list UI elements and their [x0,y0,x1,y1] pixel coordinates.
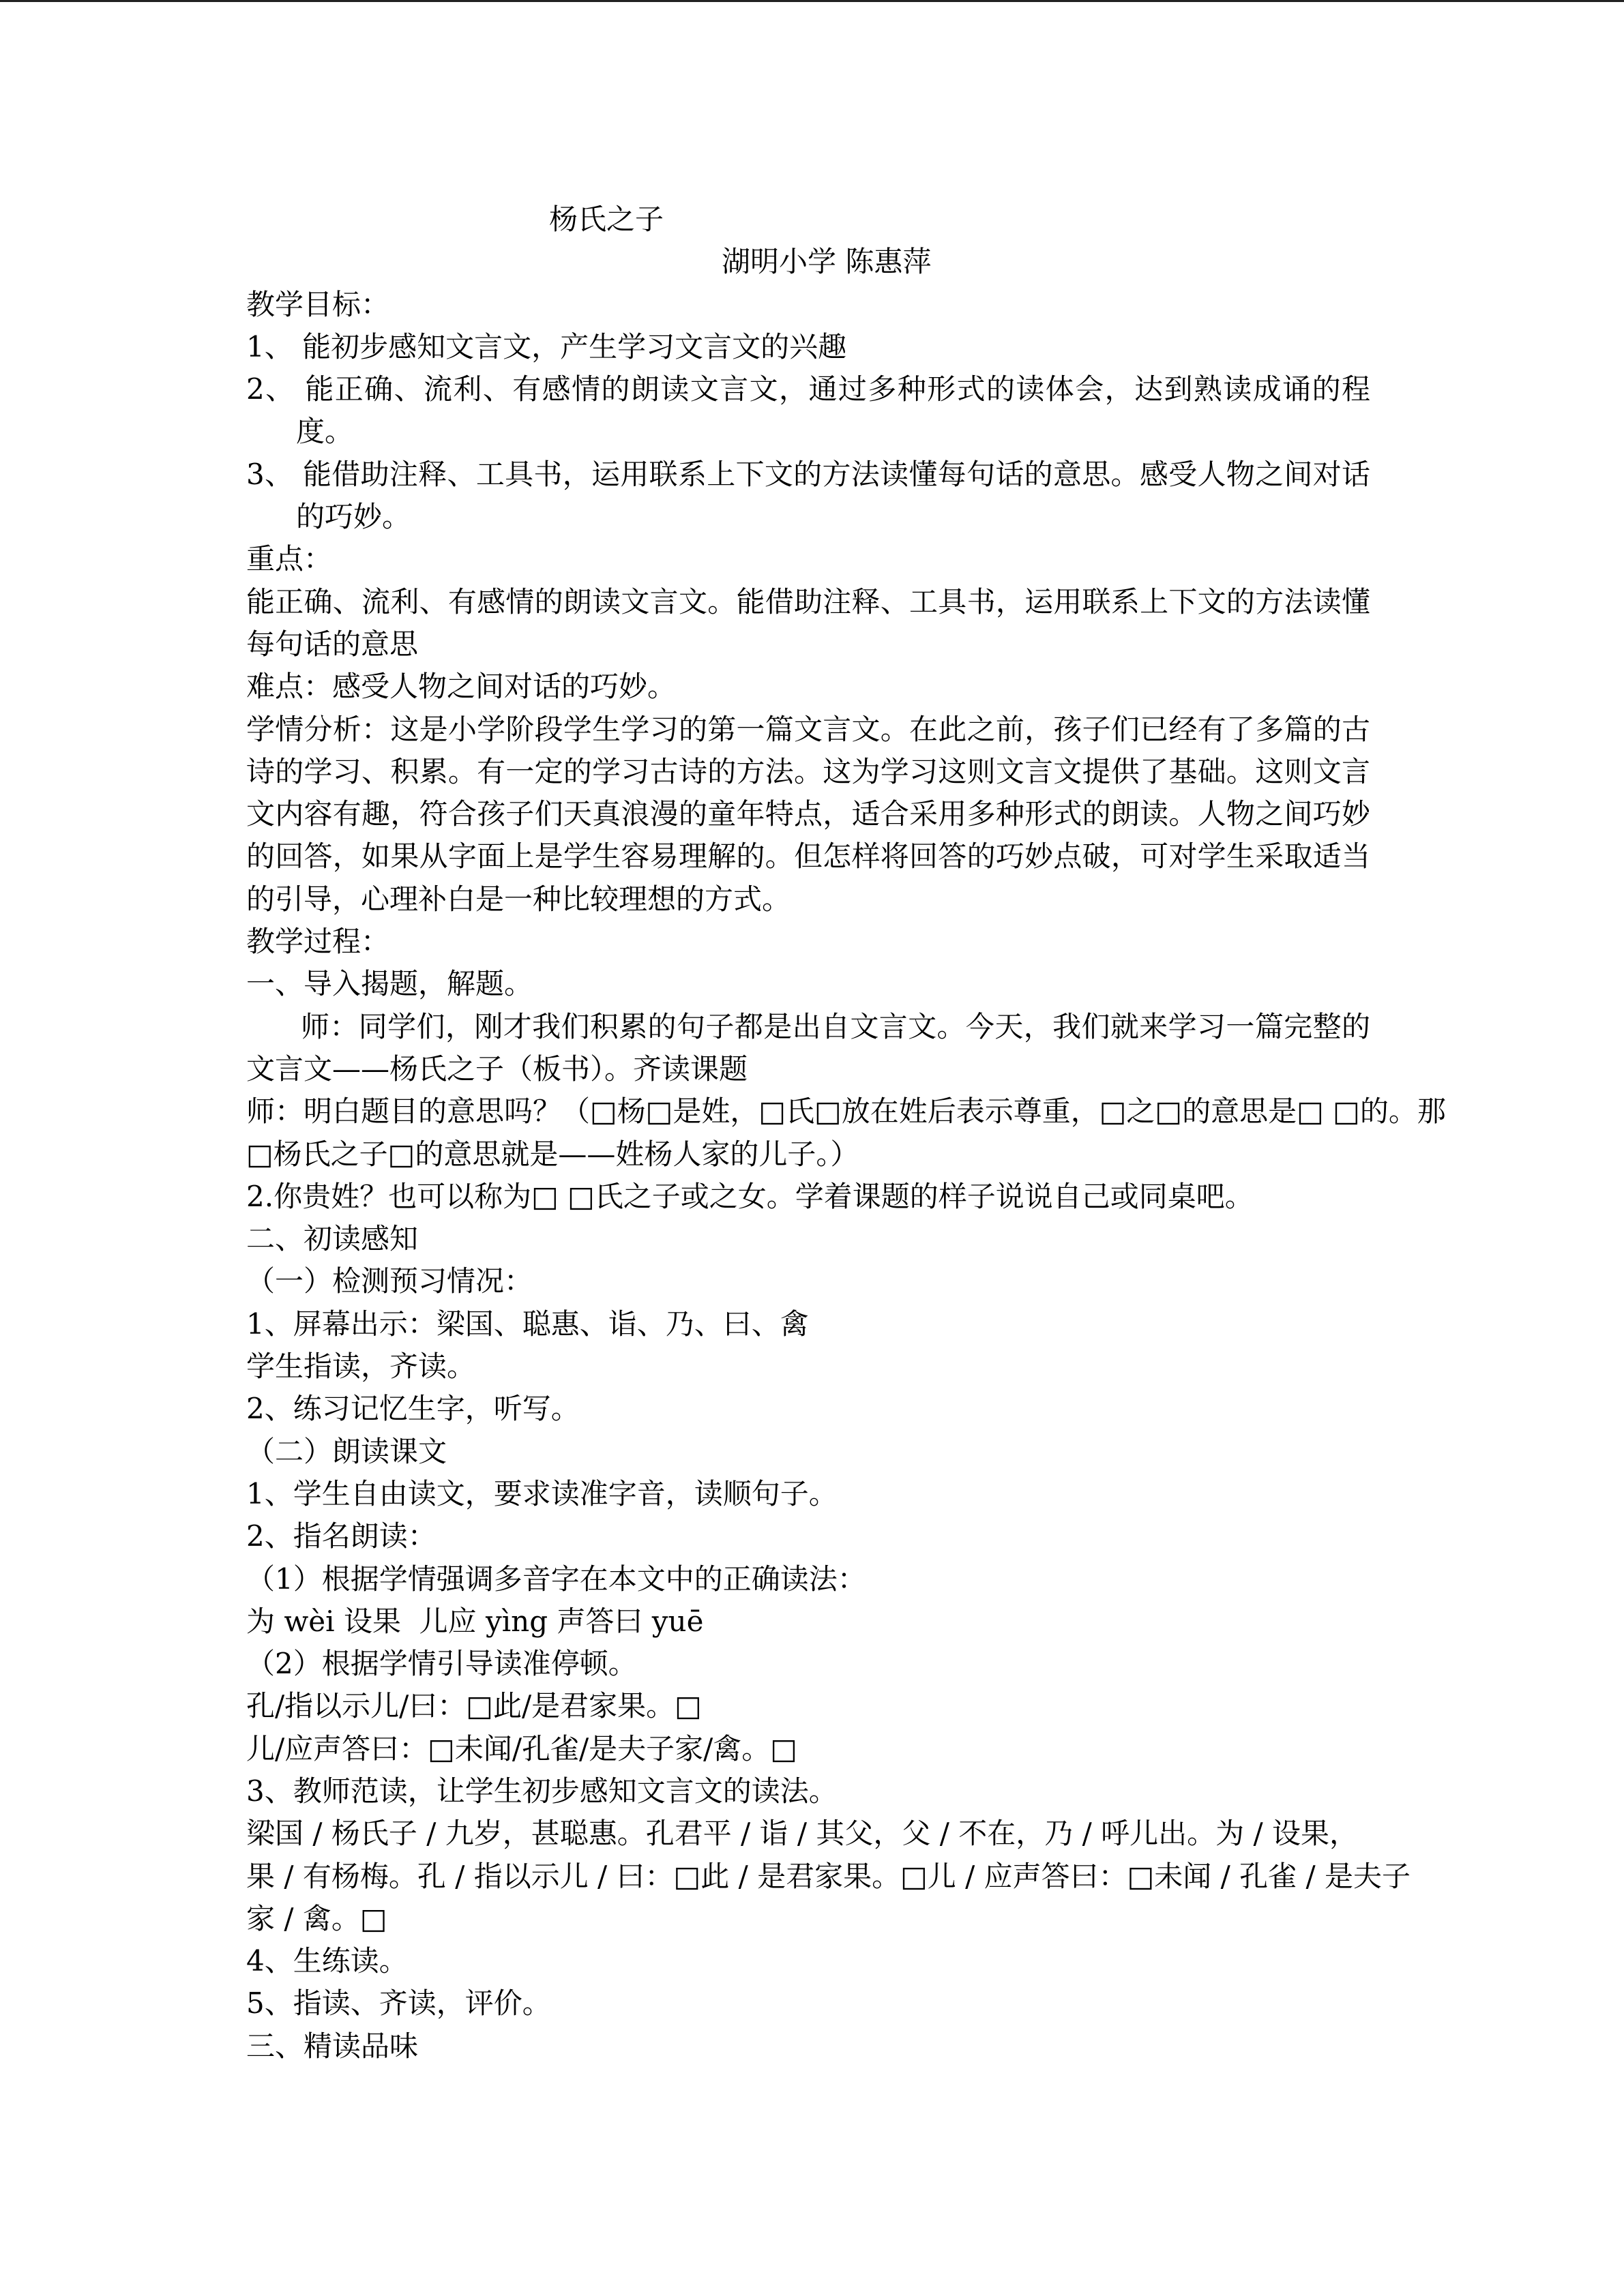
text-line: （二）朗读课文 [246,1434,447,1468]
text-line: 4、生练读。 [246,1944,408,1978]
text-line: 为 wèi 设果 儿应 yìng 声答曰 yuē [246,1604,704,1638]
step-teacher-model-reading [246,1770,1370,1813]
step-screen-display [246,1303,1370,1345]
subsection-text-reading [246,1431,1370,1473]
text-line: 1、屏幕出示：梁国、聪惠、诣、乃、曰、禽 [246,1307,809,1341]
objective-item-1 [246,326,1370,368]
text-line: 一、导入揭题，解题。 [246,967,533,1001]
text-line: （一）检测预习情况： [246,1264,533,1298]
objectives-heading [246,284,1370,326]
text-line: 三、精读品味 [246,2029,419,2063]
section-2-heading [246,1218,1370,1260]
text-line: （1）根据学情强调多音字在本文中的正确读法： [246,1562,866,1596]
sub-step-polyphones [246,1558,1370,1600]
text-line: 师：同学们，刚才我们积累的句子都是出自文言文。今天，我们就来学习一篇完整的 [301,1009,1370,1043]
text-line: 儿/应声答曰：□未闻/孔雀/是夫子家/禽。□ [246,1731,797,1765]
step-evaluation [246,1982,1370,2025]
surname-activity [246,1176,1370,1218]
text-line: 1、 能初步感知文言文，产生学习文言文的兴趣 [246,329,847,363]
step-named-reading [246,1515,1370,1557]
text-line: 文内容有趣，符合孩子们天真浪漫的童年特点，适合采用多种形式的朗读。人物之间巧妙 [246,797,1370,831]
teacher-question [246,1090,1446,1176]
step-student-reading [246,1345,1370,1388]
learning-analysis [246,709,1370,921]
text-line: 学生指读，齐读。 [246,1350,476,1384]
document-author: 湖明小学 陈惠萍 [722,245,932,279]
text-line: 每句话的意思 [246,627,419,661]
text-line: 2、练习记忆生字，听写。 [246,1392,580,1426]
objective-item-2 [246,368,1370,453]
text-line: 果 / 有杨梅。孔 / 指以示儿 / 曰：□此 / 是君家果。□儿 / 应声答曰：□未闻 / 孔雀 / 是夫子 [246,1859,1411,1893]
subsection-preview-check [246,1260,1370,1302]
section-3-heading [246,2025,1370,2068]
text-line: 的回答，如果从字面上是学生容易理解的。但怎样将回答的巧妙点破，可对学生采取适当 [246,839,1370,874]
text-line: 2、指名朗读： [246,1519,437,1553]
text-line: 师：明白题目的意思吗？（□杨□是姓，□氏□放在姓后表示尊重，□之□的意思是□ □的。那 [246,1094,1446,1129]
text-line: 教学目标： [246,287,390,321]
section-1-heading [246,963,1370,1005]
sub-step-pauses [246,1643,1370,1685]
text-line: 2.你贵姓？也可以称为□ □氏之子或之女。学着课题的样子说说自己或同桌吧。 [246,1179,1254,1213]
text-line: （2）根据学情引导读准停顿。 [246,1647,637,1681]
page-top-border [0,0,1624,2]
text-line: 3、 能借助注释、工具书，运用联系上下文的方法读懂每句话的意思。感受人物之间对话 [246,457,1370,491]
text-line: □杨氏之子□的意思就是——姓杨人家的儿子。） [246,1137,859,1171]
step-dictation [246,1388,1370,1430]
text-line: 学情分析：这是小学阶段学生学习的第一篇文言文。在此之前，孩子们已经有了多篇的古 [246,712,1370,746]
process-heading [246,921,1370,963]
marked-text [246,1813,1411,1940]
text-line: 2、 能正确、流利、有感情的朗读文言文，通过多种形式的读体会，达到熟读成诵的程 [246,372,1370,406]
objective-item-3 [246,453,1370,539]
text-line: 1、学生自由读文，要求读准字音，读顺句子。 [246,1476,838,1510]
pause-example-1 [246,1685,1370,1727]
text-line: 家 / 禽。□ [246,1901,387,1935]
text-line: 孔/指以示儿/曰：□此/是君家果。□ [246,1689,702,1723]
document-body [246,198,1446,2068]
teacher-intro [246,1006,1370,1091]
difficulty-text [246,666,1370,708]
key-points-text [246,581,1370,666]
step-practice-reading [246,1940,1370,1982]
text-line: 梁国 / 杨氏子 / 九岁，甚聪惠。孔君平 / 诣 / 其父，父 / 不在，乃 / 呼儿出。为 / 设果， [246,1817,1358,1851]
text-line: 教学过程： [246,925,390,959]
text-line: 重点： [246,542,333,576]
polyphone-readings [246,1600,1370,1643]
text-line: 的引导，心理补白是一种比较理想的方式。 [246,882,791,916]
text-line: 二、初读感知 [246,1222,419,1256]
step-free-reading [246,1473,1370,1515]
text-line: 度。 [296,415,354,449]
text-line: 诗的学习、积累。有一定的学习古诗的方法。这为学习这则文言文提供了基础。这则文言 [246,754,1370,788]
key-points-heading [246,538,1370,580]
text-line: 文言文——杨氏之子（板书）。齐读课题 [246,1052,748,1086]
text-line: 5、指读、齐读，评价。 [246,1986,551,2021]
pause-example-2 [246,1728,1370,1770]
text-line: 能正确、流利、有感情的朗读文言文。能借助注释、工具书，运用联系上下文的方法读懂 [246,584,1370,618]
text-line: 难点：感受人物之间对话的巧妙。 [246,670,677,704]
text-line: 的巧妙。 [296,500,411,534]
document-title: 杨氏之子 [549,203,664,236]
text-line: 3、教师范读，让学生初步感知文言文的读法。 [246,1774,838,1808]
